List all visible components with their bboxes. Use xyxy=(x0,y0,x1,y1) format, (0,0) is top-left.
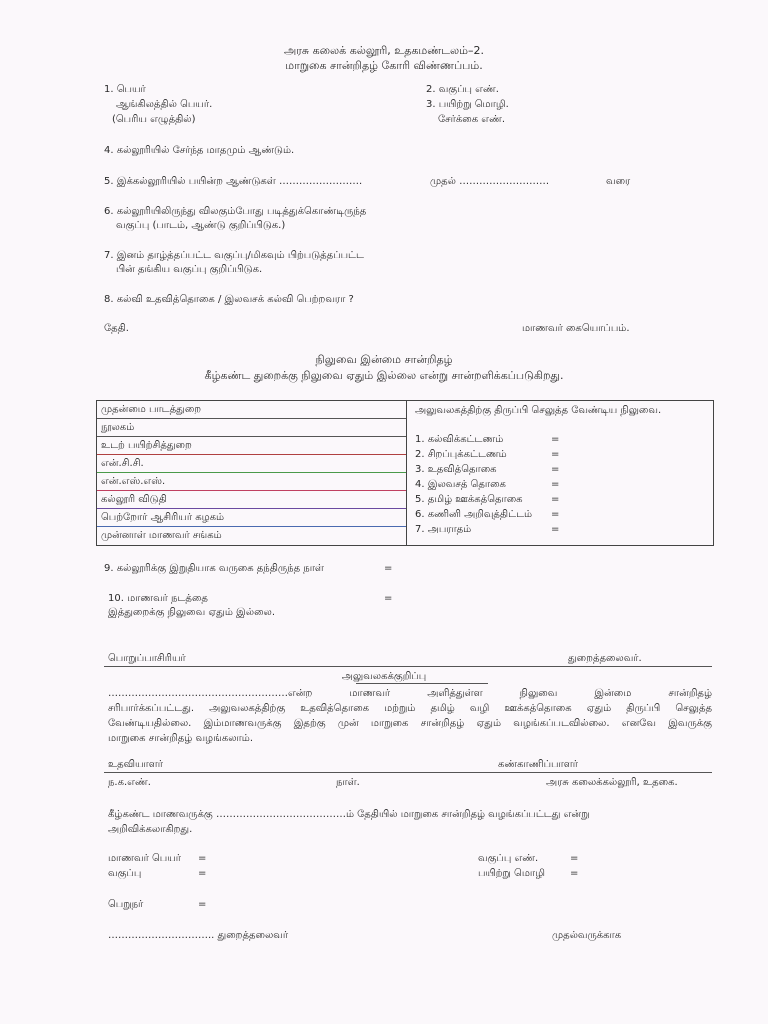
fee-row xyxy=(415,448,695,463)
issue-line2: அறிவிக்கலாகிறது. xyxy=(108,824,193,835)
dept-label: என்.சி.சி. xyxy=(101,458,144,469)
class-equals: = xyxy=(198,868,207,879)
dept-row-alumni xyxy=(97,527,406,545)
community-question-note: பின் தங்கிய வகுப்பு குறிப்பிடுக. xyxy=(116,264,263,275)
title-underline xyxy=(356,683,488,684)
student-signature-label: மாணவர் கையொப்பம். xyxy=(522,323,630,334)
medium-equals: = xyxy=(570,868,579,879)
dept-label: நூலகம் xyxy=(101,422,135,433)
assistant-label: உதவியாளர் xyxy=(108,759,164,770)
office-note-title: அலுவலகக்குறிப்பு xyxy=(341,671,427,682)
table-divider xyxy=(406,401,407,545)
day-label: நாள். xyxy=(336,777,360,788)
fee-row xyxy=(415,478,695,493)
office-note-line2: சரிபார்க்கப்பட்டது. அலுவலகத்திற்கு உதவித்தொகை மற்றும் தமிழ் வழி ஊக்கத்தொகை ஏதும் திருப்பி செலுத்த xyxy=(108,703,712,714)
conduct-equals: = xyxy=(384,593,393,604)
dept-label: கல்லூரி விடுதி xyxy=(101,494,167,505)
years-to: வரை xyxy=(606,176,631,187)
no-dues-title: நிலுவை இன்மை சான்றிதழ் xyxy=(315,353,453,366)
fee-label: 7. அபராதம் xyxy=(415,524,472,535)
no-dues-subtitle: கீழ்கண்ட துறைக்கு நிலுவை ஏதும் இல்லை என்று சான்றளிக்கப்படுகிறது. xyxy=(204,369,564,382)
principal-label: முதல்வருக்காக xyxy=(552,930,622,941)
fee-row xyxy=(415,523,695,538)
file-no-label: ந.க.எண். xyxy=(108,777,151,788)
date-label: தேதி. xyxy=(104,323,129,334)
community-question: 7. இனம் தாழ்த்தப்பட்ட வகுப்பு/மிகவும் பிற்படுத்தப்பட்ட xyxy=(104,250,364,261)
dept-label: முதன்மை பாடத்துறை xyxy=(101,404,202,415)
name-label: 1. பெயர் xyxy=(104,84,146,95)
dept-row-physical-education xyxy=(97,437,406,455)
dept-no-dues-note: இத்துறைக்கு நிலுவை ஏதும் இல்லை. xyxy=(108,607,276,618)
class-no-equals: = xyxy=(570,853,579,864)
dept-label: முன்னாள் மாணவர் சங்கம் xyxy=(101,530,222,541)
join-date-question: 4. கல்லூரியில் சேர்ந்த மாதமும் ஆண்டும். xyxy=(104,145,295,156)
fee-equals: = xyxy=(551,494,560,505)
medium-label: 3. பயிற்று மொழி. xyxy=(426,99,509,110)
dept-row-major xyxy=(97,401,406,419)
dept-row-hostel xyxy=(97,491,406,509)
scholarship-question: 8. கல்வி உதவித்தொகை / இலவசக் கல்வி பெற்றவரா ? xyxy=(104,294,354,305)
fee-equals: = xyxy=(551,509,560,520)
admission-no-label: சேர்க்கை எண். xyxy=(438,114,506,125)
last-attendance-equals: = xyxy=(384,563,393,574)
years-studied-question: 5. இக்கல்லூரியில் பயின்ற ஆண்டுகள் ……………………. xyxy=(104,176,363,187)
hod-label: துறைத்தலைவர். xyxy=(568,653,642,664)
class-no-label-bottom: வகுப்பு எண். xyxy=(478,853,539,864)
dept-label: என்.எஸ்.எஸ். xyxy=(101,476,166,487)
dept-row-ncc xyxy=(97,455,406,473)
college-title: அரசு கலைக் கல்லூரி, உதகமண்டலம்–2. xyxy=(284,44,484,57)
fee-label: 2. சிறப்புக்கட்டணம் xyxy=(415,449,507,460)
fee-equals: = xyxy=(551,434,560,445)
refund-header: அலுவலகத்திற்கு திருப்பி செலுத்த வேண்டிய நிலுவை. xyxy=(415,405,662,416)
office-note-line3: வேண்டியதில்லை. இம்மாணவருக்கு இதற்கு முன் மாறுகை சான்றிதழ் ஏதும் வழங்கப்படவில்லை. எனவே இவருக்கு xyxy=(108,718,712,729)
fee-row xyxy=(415,508,695,523)
hod-signature-line: ………………………….. துறைத்தலைவர் xyxy=(108,930,289,941)
issue-line1: கீழ்கண்ட மாணவருக்கு …………………………………ம் தேதியில் மாறுகை சான்றிதழ் வழங்கப்பட்டது என்று xyxy=(108,809,590,820)
fee-label: 4. இலவசத் தொகை xyxy=(415,479,506,490)
dept-row-pta xyxy=(97,509,406,527)
college-short-label: அரசு கலைக்கல்லூரி, உதகை. xyxy=(546,777,678,788)
fee-row xyxy=(415,463,695,478)
recipient-equals: = xyxy=(198,899,207,910)
leaving-class-question: 6. கல்லூரியிலிருந்து விலகும்போது படித்துக்கொண்டிருந்த xyxy=(104,206,367,217)
student-name-equals: = xyxy=(198,853,207,864)
dept-row-nss xyxy=(97,473,406,491)
superintendent-label: கண்காணிப்பாளர் xyxy=(498,759,578,770)
years-from: முதல் ……………………… xyxy=(430,176,550,187)
name-caps-label: (பெரிய எழுத்தில்) xyxy=(112,114,196,125)
name-english-label: ஆங்கிலத்தில் பெயர். xyxy=(116,99,213,110)
fee-row xyxy=(415,433,695,448)
class-no-label: 2. வகுப்பு எண். xyxy=(426,84,499,95)
recipient-label: பெறுநர் xyxy=(108,899,144,910)
dept-row-library xyxy=(97,419,406,437)
office-note-line4: மாறுகை சான்றிதழ் வழங்கலாம். xyxy=(108,733,253,744)
fee-label: 6. கணினி அறிவுத்திட்டம் xyxy=(415,509,533,520)
dept-label: உடற் பயிற்சித்துறை xyxy=(101,440,192,451)
fee-equals: = xyxy=(551,524,560,535)
office-note-line1: ………………………………………………என்ற மாணவர் அளித்துள்ள நிலுவை இன்மை சான்றிதழ் xyxy=(108,688,712,699)
fee-label: 3. உதவித்தொகை xyxy=(415,464,497,475)
fee-equals: = xyxy=(551,464,560,475)
divider xyxy=(104,772,712,773)
fee-label: 1. கல்விக்கட்டணம் xyxy=(415,434,504,445)
student-name-label: மாணவர் பெயர் xyxy=(108,853,181,864)
divider xyxy=(104,666,712,667)
medium-label-bottom: பயிற்று மொழி xyxy=(478,868,545,879)
fee-label: 5. தமிழ் ஊக்கத்தொகை xyxy=(415,494,523,505)
dept-label: பெற்றோர் ஆசிரியர் கழகம் xyxy=(101,512,225,523)
class-label: வகுப்பு xyxy=(108,868,142,879)
leaving-class-question-note: வகுப்பு (பாடம், ஆண்டு குறிப்பிடுக.) xyxy=(116,220,286,231)
conduct-question: 10. மாணவர் நடத்தை xyxy=(108,593,208,604)
form-title: மாறுகை சான்றிதழ் கோரி விண்ணப்பம். xyxy=(285,59,483,72)
fee-row xyxy=(415,493,695,508)
fee-equals: = xyxy=(551,449,560,460)
no-dues-table xyxy=(96,400,714,546)
fee-equals: = xyxy=(551,479,560,490)
last-attendance-question: 9. கல்லூரிக்கு இறுதியாக வருகை தந்திருந்த நாள் xyxy=(104,563,324,574)
professor-in-charge: பொறுப்பாசிரியர் xyxy=(108,653,186,664)
